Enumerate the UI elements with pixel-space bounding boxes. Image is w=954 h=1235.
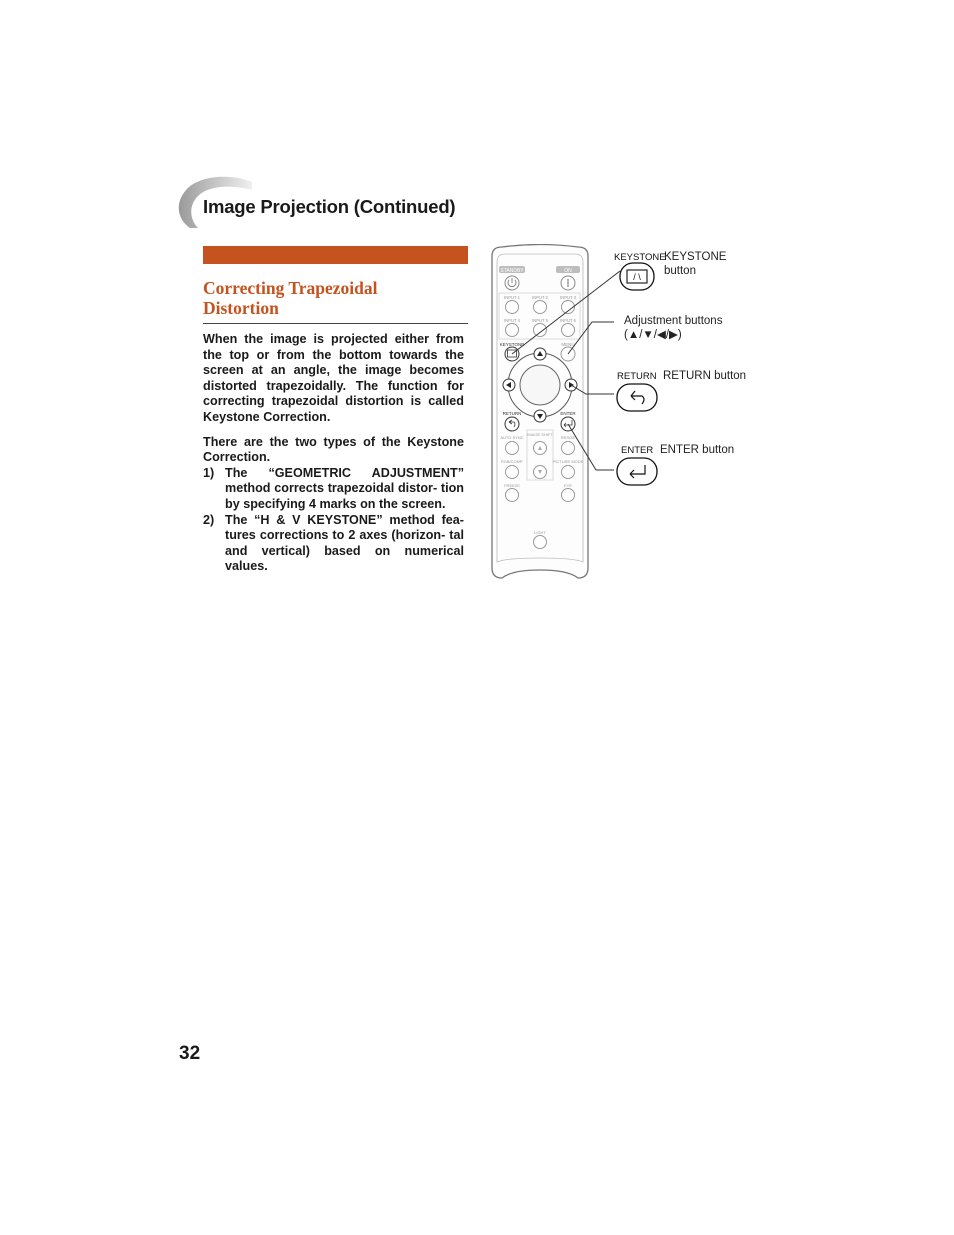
auto-sync-label: AUTO SYNC [500, 435, 524, 440]
standby-label: STANDBY [500, 268, 524, 274]
page-title: Image Projection (Continued) [203, 196, 456, 217]
list-item-number: 1) [203, 465, 215, 480]
picture-mode-label: PICTURE MODE [552, 459, 584, 464]
input5-label: INPUT 5 [532, 318, 548, 323]
section-divider [203, 323, 468, 324]
types-paragraph: There are the two types of the Keystone Correction. [203, 434, 464, 465]
input1-label: INPUT 1 [504, 295, 520, 300]
input4-button[interactable] [506, 324, 519, 337]
section-title-line2: Distortion [203, 298, 279, 318]
adjustment-callout-line1: Adjustment buttons [624, 315, 723, 327]
keystone-key-caption: KEYSTONE [614, 252, 666, 263]
light-button[interactable] [534, 536, 547, 549]
on-label: ON [564, 268, 572, 274]
body-text [203, 332, 464, 575]
auto-sync-button[interactable] [506, 442, 519, 455]
input2-button[interactable] [534, 301, 547, 314]
return-callout-label: RETURN button [663, 370, 747, 382]
types-list [203, 466, 464, 575]
resize-button[interactable] [562, 442, 575, 455]
rgb-comp-button[interactable] [506, 466, 519, 479]
input2-label: INPUT 2 [532, 295, 548, 300]
enter-label: ENTER [560, 411, 576, 416]
keystone-label: KEYSTONE [499, 342, 525, 347]
input5-button[interactable] [534, 324, 547, 337]
section-title [203, 278, 468, 318]
keystone-callout-line2: button [664, 265, 696, 277]
section-color-bar [203, 246, 468, 264]
return-key-caption: RETURN [617, 371, 657, 382]
input6-button[interactable] [562, 324, 575, 337]
return-callout-button [617, 384, 657, 411]
enter-callout-button [617, 458, 657, 485]
image-shift-label: IMAGE SHIFT [527, 432, 553, 437]
menu-label: MENU [561, 342, 575, 347]
input1-button[interactable] [506, 301, 519, 314]
input6-label: INPUT 6 [560, 318, 576, 323]
rgb-comp-label: RGB/COMP. [500, 459, 524, 464]
list-item [203, 513, 464, 575]
page-number: 32 [179, 1043, 201, 1064]
svg-text:/ \: / \ [633, 272, 641, 282]
intro-paragraph: When the image is projected either from the top or from the bottom towards the screen at an angle, the image becomes distorted trapezoidally. The function for correcting trapezoidal distortion is called Keystone Correction. [203, 332, 464, 424]
adjustment-callout-line2: (▲/▼/◀/▶) [624, 329, 682, 341]
list-item-number: 2) [203, 512, 215, 527]
input3-label: INPUT 3 [560, 295, 576, 300]
input4-label: INPUT 4 [504, 318, 520, 323]
return-label: RETURN [502, 411, 522, 416]
list-item-text: The “H & V KEYSTONE” method fea- tures corrections to 2 axes (horizon- tal and vertical) based on numerical values. [225, 512, 464, 574]
freeze-button[interactable] [506, 489, 519, 502]
eye-label: EYE [563, 483, 573, 488]
eye-button[interactable] [562, 489, 575, 502]
list-item [203, 466, 464, 513]
enter-key-caption: ENTER [621, 445, 654, 456]
remote-control-illustration [484, 244, 774, 584]
section-title-line1: Correcting Trapezoidal [203, 278, 378, 298]
list-item-text: The “GEOMETRIC ADJUSTMENT” method corrects trapezoidal distor- tion by specifying 4 marks on the screen. [225, 465, 464, 511]
direction-pad-center[interactable] [520, 365, 560, 405]
resize-label: RESIZE [560, 435, 576, 440]
picture-mode-button[interactable] [562, 466, 575, 479]
enter-callout-label: ENTER button [660, 444, 735, 456]
adjustment-callout-label [624, 314, 722, 342]
light-label: LIGHT [534, 530, 546, 535]
keystone-callout-line1: KEYSTONE [664, 251, 727, 263]
keystone-callout-label [664, 250, 726, 278]
freeze-label: FREEZE [504, 483, 520, 488]
